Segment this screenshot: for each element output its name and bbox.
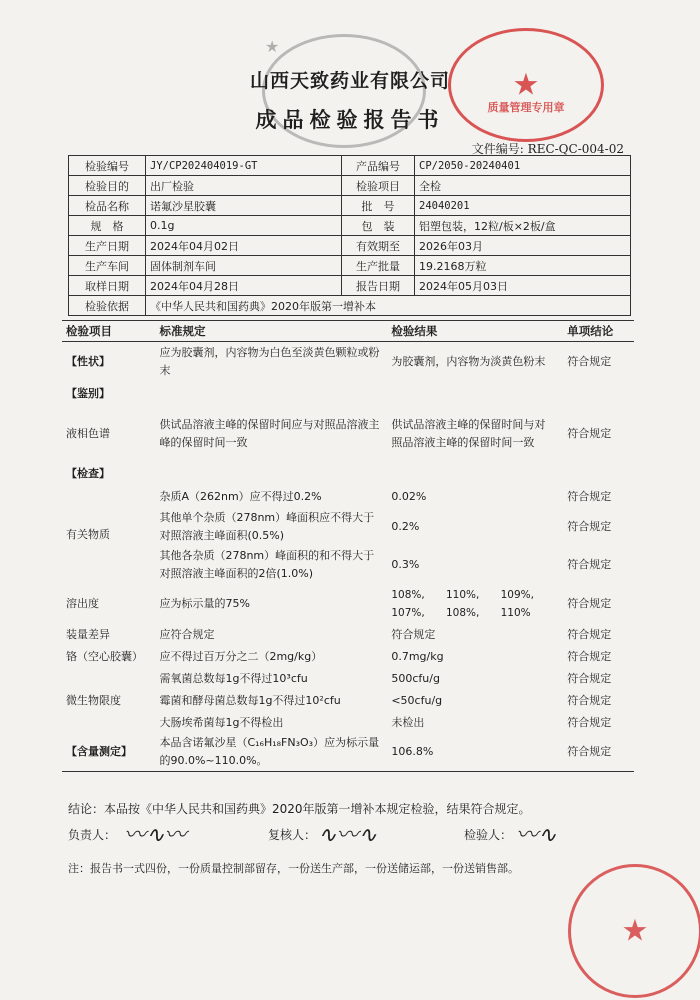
- inspector-signature: 〰∿: [516, 823, 557, 848]
- info-row: [69, 296, 631, 316]
- std-cell: 供试品溶液主峰的保留时间应与对照品溶液主峰的保留时间一致: [159, 417, 380, 449]
- result-cell: <50cfu/g: [391, 693, 443, 707]
- result-cell: 0.02%: [391, 489, 427, 503]
- dissolution-value: 110%: [500, 606, 531, 619]
- info-label: 生产日期: [69, 236, 146, 256]
- result-cell: 符合规定: [391, 627, 436, 641]
- info-value: 固体制剂车间: [146, 256, 342, 276]
- result-cell: 0.7mg/kg: [391, 649, 444, 663]
- col-item: 检验项目: [62, 321, 155, 342]
- conclusion-cell: 符合规定: [567, 519, 612, 533]
- info-row: [69, 176, 631, 196]
- std-cell: 需氧菌总数每1g不得过10³cfu: [159, 671, 308, 685]
- info-value: 2026年03月: [415, 236, 631, 256]
- std-cell: 其他单个杂质（278nm）峰面积应不得大于对照溶液主峰面积(0.5%): [159, 510, 375, 542]
- std-cell: 其他各杂质（278nm）峰面积的和不得大于对照溶液主峰面积的2倍(1.0%): [159, 548, 375, 580]
- info-value: 2024年04月28日: [146, 276, 342, 296]
- info-row: [69, 156, 631, 176]
- info-label: 规 格: [69, 216, 146, 236]
- table-row: [62, 734, 634, 772]
- table-row: [62, 342, 634, 382]
- info-table: [68, 155, 631, 316]
- conclusion-cell: 符合规定: [567, 557, 612, 571]
- table-row: [62, 462, 634, 486]
- info-value: 铝塑包装，12粒/板×2板/盒: [415, 216, 631, 236]
- info-value: 诺氟沙星胶囊: [146, 196, 342, 216]
- conclusion-cell: 符合规定: [567, 489, 612, 503]
- section-check: 【检查】: [66, 466, 110, 480]
- info-value: 2024年05月03日: [415, 276, 631, 296]
- conclusion-cell: 符合规定: [567, 354, 612, 368]
- section-traits: 【性状】: [66, 354, 110, 368]
- info-value: 出厂检验: [146, 176, 342, 196]
- info-label: 检验依据: [69, 296, 146, 316]
- gray-company-seal: ★: [262, 34, 426, 148]
- responsible-signature: 〰∿〰: [124, 823, 187, 848]
- conclusion-cell: 符合规定: [567, 715, 612, 729]
- section-assay: 【含量测定】: [62, 734, 155, 772]
- reviewer-label: 复核人：: [268, 828, 317, 842]
- info-label: 产品编号: [342, 156, 415, 176]
- info-label: 包 装: [342, 216, 415, 236]
- dissolution-value: 108%,: [391, 588, 425, 601]
- info-row: [69, 196, 631, 216]
- table-row: [62, 624, 634, 646]
- results-table: [62, 320, 634, 772]
- result-cell: 为胶囊剂，内容物为淡黄色粉末: [391, 354, 546, 368]
- info-row: [69, 216, 631, 236]
- result-cell: 500cfu/g: [391, 671, 440, 685]
- section-identify: 【鉴别】: [66, 386, 110, 400]
- conclusion-cell: 符合规定: [559, 734, 634, 772]
- table-row: [62, 382, 634, 406]
- inspector-label: 检验人：: [464, 828, 513, 842]
- dissolution-value: 108%,: [445, 606, 480, 619]
- report-title: 成品检验报告书: [255, 108, 445, 132]
- dissolution-value: 107%,: [391, 606, 425, 619]
- std-cell: 应为胶囊剂，内容物为白色至淡黄色颗粒或粉末: [159, 345, 380, 377]
- item-cell: 铬（空心胶囊）: [66, 649, 143, 663]
- item-cell: 微生物限度: [66, 693, 121, 707]
- info-label: 检验编号: [69, 156, 146, 176]
- col-result: 检验结果: [387, 321, 559, 342]
- info-label: 检验目的: [69, 176, 146, 196]
- results-header-row: [62, 321, 634, 342]
- col-conclusion: 单项结论: [559, 321, 634, 342]
- result-cell: 供试品溶液主峰的保留时间与对照品溶液主峰的保留时间一致: [391, 417, 546, 449]
- info-label: 检验项目: [342, 176, 415, 196]
- red-quality-seal-top: ★ 质量管理专用章: [448, 28, 604, 142]
- table-row: [62, 406, 634, 462]
- item-cell: 有关物质: [66, 527, 110, 541]
- item-cell: 溶出度: [66, 596, 99, 610]
- conclusion-cell: 符合规定: [567, 596, 612, 610]
- std-cell: 霉菌和酵母菌总数每1g不得过10²cfu: [159, 693, 341, 707]
- info-value: 《中华人民共和国药典》2020年版第一增补本: [146, 296, 631, 316]
- red-quality-seal-bottom: ★: [568, 864, 700, 998]
- table-row: [62, 646, 634, 668]
- conclusion-cell: 符合规定: [567, 671, 612, 685]
- info-value: 0.1g: [146, 216, 342, 236]
- info-value: 19.2168万粒: [415, 256, 631, 276]
- table-row: [62, 584, 634, 624]
- col-standard: 标准规定: [155, 321, 387, 342]
- result-cell: 0.3%: [391, 557, 420, 571]
- table-row: [62, 486, 634, 508]
- info-value: 2024年04月02日: [146, 236, 342, 256]
- info-label: 有效期至: [342, 236, 415, 256]
- info-value: 全检: [415, 176, 631, 196]
- result-cell: 未检出: [391, 715, 425, 729]
- std-cell: 应为标示量的75%: [159, 596, 250, 610]
- info-label: 生产批量: [342, 256, 415, 276]
- distribution-note: 注：报告书一式四份，一份质量控制部留存，一份送生产部，一份送储运部，一份送销售部。: [68, 862, 519, 875]
- info-value: CP/2050-20240401: [415, 156, 631, 176]
- responsible-label: 负责人：: [68, 828, 117, 842]
- table-row: [62, 668, 634, 690]
- info-value: JY/CP202404019-GT: [146, 156, 342, 176]
- info-label: 报告日期: [342, 276, 415, 296]
- info-row: [69, 236, 631, 256]
- file-number: 文件编号: REC-QC-004-02: [471, 142, 624, 156]
- item-cell: 液相色谱: [66, 426, 110, 440]
- dissolution-value: 109%,: [500, 588, 534, 601]
- std-cell: 大肠埃希菌每1g不得检出: [159, 715, 284, 729]
- info-value: 24040201: [415, 196, 631, 216]
- company-name: 山西天致药业有限公司: [249, 70, 450, 92]
- result-cell: 106.8%: [387, 734, 559, 772]
- std-cell: 杂质A（262nm）应不得过0.2%: [159, 489, 322, 503]
- std-cell: 应不得过百万分之二（2mg/kg）: [159, 649, 323, 663]
- info-label: 批 号: [342, 196, 415, 216]
- conclusion-cell: 符合规定: [567, 627, 612, 641]
- conclusion-text: 结论：本品按《中华人民共和国药典》2020年版第一增补本规定检验，结果符合规定。: [68, 802, 531, 816]
- dissolution-value: 110%,: [445, 588, 480, 601]
- reviewer-signature: ∿〰∿: [318, 823, 377, 848]
- info-label: 取样日期: [69, 276, 146, 296]
- std-cell: 本品含诺氟沙星（C₁₆H₁₈FN₃O₃）应为标示量的90.0%~110.0%。: [155, 734, 387, 772]
- info-row: [69, 256, 631, 276]
- result-cell: 0.2%: [391, 519, 420, 533]
- info-row: [69, 276, 631, 296]
- std-cell: 应符合规定: [159, 627, 215, 641]
- info-label: 检品名称: [69, 196, 146, 216]
- info-label: 生产车间: [69, 256, 146, 276]
- item-cell: 装量差异: [66, 627, 110, 641]
- result-cell: [387, 584, 559, 624]
- conclusion-cell: 符合规定: [567, 426, 612, 440]
- conclusion-cell: 符合规定: [567, 693, 612, 707]
- conclusion-cell: 符合规定: [567, 649, 612, 663]
